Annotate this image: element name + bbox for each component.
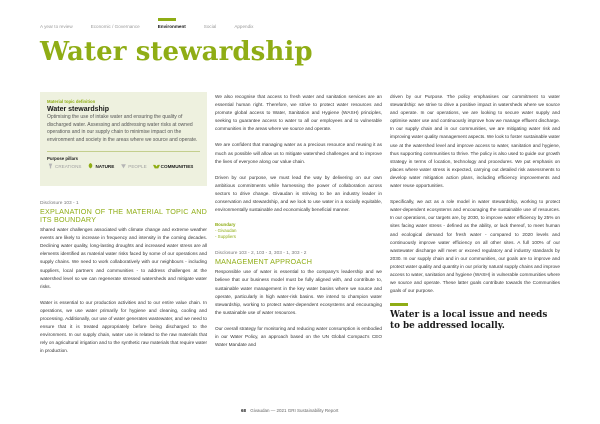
column-2	[215, 93, 382, 357]
creations-icon	[47, 163, 54, 169]
disclosure-label: Disclosure 103 - 1	[40, 201, 79, 206]
nature-icon	[87, 163, 94, 169]
pillar-people: PEOPLE	[120, 163, 146, 169]
paragraph: Water is essential to our production activities and to our entire value chain. In operations, we use water primarily for hygiene and cleaning, cooling and processing. Additionally, our use of water generates wastewater, and we need to ensure that it is treated appropriately before being discharged to the environment. In our supply chain, water use is related to the raw materials that rely on agricultural irrigation and to the synthetic raw materials that require water in production.	[40, 299, 207, 354]
pillar-nature: NATURE	[87, 163, 114, 169]
material-topic-definition-box	[40, 92, 207, 186]
section-nav	[40, 24, 271, 29]
paragraph: Our overall strategy for monitoring and reducing water consumption is embodied in our Water Policy, an approach based on the UN Global Compact's CEO Water Mandate and	[215, 325, 382, 348]
paragraph: We are confident that managing water as a precious resource and reusing it as much as possible will allow us to mitigate watershed challenges and to improve the lives of everyone along our value chain.	[215, 142, 382, 164]
pull-quote: Water is a local issue and needs to be addressed locally.	[390, 310, 548, 332]
paragraph: Shared water challenges associated with climate change and extreme weather events are likely to increase in frequency and intensity in the coming decades. Declining water quality, long-lasting droughts and increased water stress are all elements identified as material water risks faced by some of our operations and supply chains. We need to work collaboratively with our neighbours - including suppliers, local partners and communities - to address challenges at the watershed level so we can regenerate stressed watersheds and mitigate water risks.	[40, 227, 207, 289]
nav-social[interactable]: Social	[203, 24, 217, 29]
section-title-boundary: EXPLANATION OF THE MATERIAL TOPIC AND ITS BOUNDARY	[40, 207, 207, 225]
column-3	[390, 93, 560, 332]
nav-appendix[interactable]: Appendix	[234, 24, 254, 29]
section-title-management: MANAGEMENT APPROACH	[215, 257, 313, 267]
divider	[47, 151, 200, 152]
pillars-label: Purpose pillars	[47, 156, 79, 162]
paragraph: Specifically, we act as a role model in water stewardship, working to protect water-dependent ecosystems and encouraging the sustainable use of resources. In our operations, our targets are, by 2030, to improve water efficiency by 25% on sites facing water stress - defined as the ability, or lack thereof, to meet human and ecological demand for fresh water - compared to 2020 levels and continuously improve water efficiency on all other sites. A full 100% of our wastewater discharge will meet or exceed regulatory and industry standards by 2030. In our supply chain and in our communities, our goals are to improve and protect water quality and quantity in our priority natural supply chains and improve access to water, sanitation and hygiene (WASH) in vulnerable communities where we source and operate. These latter goals contribute towards the Communities goals of our purpose.	[390, 199, 560, 294]
paragraph: Responsible use of water is essential to the company's leadership and we believe that our business model must be fully aligned with, and contribute to, sustainable water management in the key water basins where we source and operate, particularly in high water-risk basins. We intend to champion water stewardship, working to protect water-dependent ecosystems and encouraging the sustainable use of water resources.	[215, 269, 382, 315]
definition-title: Water stewardship	[47, 106, 109, 113]
purpose-pillars	[47, 163, 200, 169]
paragraph: Driven by our purpose, we must lead the way by delivering on our own ambitious commitments while harnessing the power of collaboration across sectors to drive change. Givaudan is striving to be an industry leader in conservation and stewardship, and we look to use water in a socially equitable, environmentally sustainable and economically beneficial manner.	[215, 174, 382, 213]
definition-label: Material topic definition	[47, 99, 96, 104]
page-footer	[241, 408, 338, 413]
paragraph: We also recognise that access to fresh water and sanitation services are an essential human right. Therefore, we strive to protect water resources and promote global access to Water, Sanitation and Hygiene (WASH) principles, seeking to guarantee access to water to all our employees and to vulnerable communities in the areas where we source and operate.	[215, 94, 382, 132]
boundary-list: Boundary - Givaudan - Suppliers	[215, 222, 237, 240]
paragraph: driven by our Purpose. The policy emphasises our commitment to water stewardship: we strive to drive a positive impact in watersheds where we source and operate. In our operations, we are looking to secure water supply and optimise water use and continuously improve how we manage effluent discharge. In our supply chain and in our communities, we are mitigating water risk and improving water quality management aspects. We look to foster sustainable water use at the watershed level and improve access to water, sanitation and hygiene, thus supporting communities to thrive. The policy is also used to guide our growth strategy in terms of location, technology and procedures. We put emphasis on places where water stress is expected, carrying out detailed risk assessments to develop water mitigation action plans, including efficiency improvements and water reuse opportunities.	[390, 94, 560, 189]
disclosure-label: Disclosure 103 - 2, 103 - 3, 303 - 1, 303 - 2	[215, 251, 307, 257]
definition-text: Optimising the use of intake water and ensuring the quality of discharged water. Assessing and addressing water risks at owned operations and in our supply chain to minimise impact on the environment and society in the areas where we source and operate.	[47, 114, 198, 143]
pillar-creations: CREATIONS	[47, 163, 81, 169]
page-number: 68	[241, 408, 247, 413]
page-title: Water stewardship	[40, 37, 313, 67]
column-1	[40, 200, 207, 364]
nav-year-to-review[interactable]: A year to review	[40, 24, 73, 29]
people-icon	[120, 163, 127, 169]
pillar-communities: COMMUNITIES	[153, 163, 194, 169]
nav-environment[interactable]: Environment	[157, 24, 186, 29]
nav-economic-governance[interactable]: Economic / Governance	[90, 24, 140, 29]
quote-accent-bar	[390, 303, 408, 306]
footer-text: Givaudan — 2021 GRI Sustainability Report	[250, 408, 339, 413]
communities-icon	[153, 163, 160, 169]
